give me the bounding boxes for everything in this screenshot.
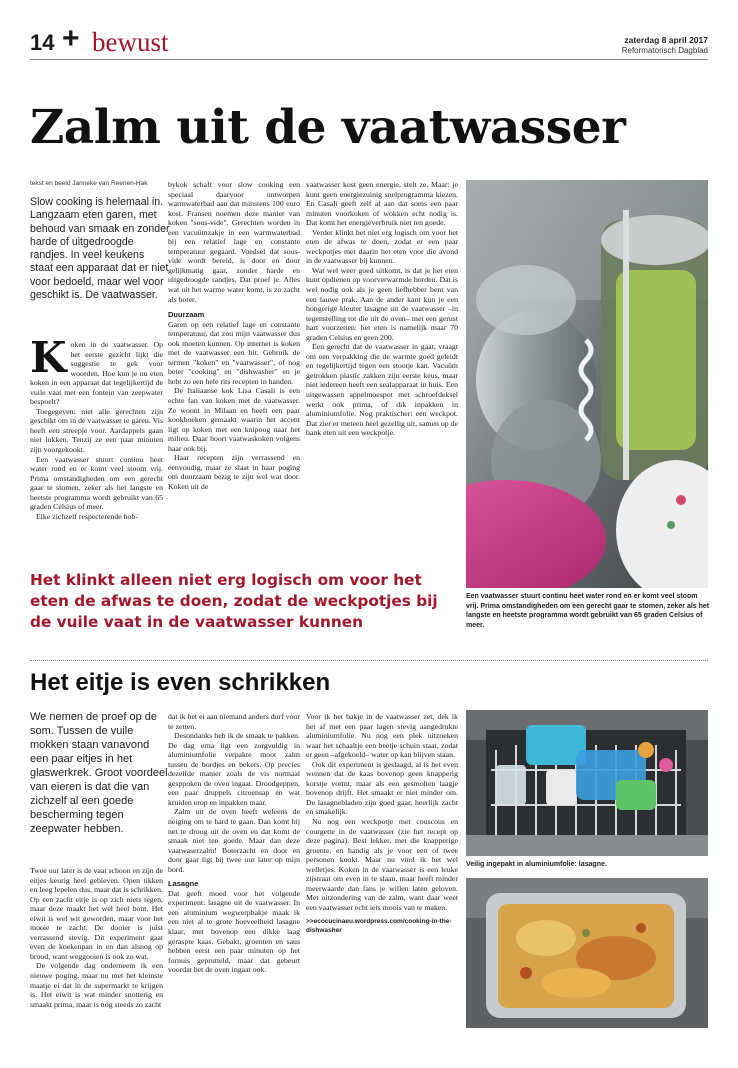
- photo-illustration: [466, 710, 708, 856]
- dishwasher-jars-photo: [466, 180, 708, 588]
- sidebar-intro: We nemen de proef op de som. Tussen de vuile mokken staan vanavond een paar eitjes in het glaswerkrek. Groot voordeel van eieren is dat die van zichzelf al een goede bescherming tegen zeepwater hebben.: [30, 711, 168, 835]
- paragraph: Toegegeven: niet alle gerechten zijn geschikt om in de vaatwasser te garen. Vis heeft een streepje voor. Aardappels gaan niet lukken. Tenzij ze een paar minuten zijn voorgekookt.: [30, 406, 163, 455]
- section-title: bewust: [92, 27, 169, 57]
- paragraph: Een vaatwasser stuurt continu heet water rond en er komt veel stoom vrij. Prima omstandigheden om een gerecht gaar te stomen, zeker als het langste en heetste programma wordt gebruikt van 65 graden Celsius of meer.: [30, 454, 163, 512]
- section-divider: [30, 660, 708, 661]
- article-column-3: [306, 180, 458, 438]
- paragraph: Ook dit experiment is geslaagd, al is het even wennen dat de kaas bovenop geen knapperig korstje vormt, maar als een gesmolten laagje bovenop drijft. Het smaakt er niet minder om. De lasagnebladen zijn goed gaar, heerlijk zacht en smakelijk.: [306, 759, 458, 817]
- subheading: Lasagne: [168, 879, 199, 889]
- paragraph: oken in de vaatwasser. Op het eerste gezicht lijkt die suggestie te gek voor woorden. Hoe kun je nu eten koken in een apparaat dat tegelijkertijd de vuile vaat met een fontein van zeepwater bespoelt?: [30, 340, 163, 407]
- paragraph: Elke zichzelf respecterende hob-: [36, 511, 138, 521]
- newspaper-name: Reformatorisch Dagblad: [621, 46, 708, 55]
- paragraph: De volgende dag onderneem ik een nieuwe poging, maar nu met het kleinste maatje ei dat in de supermarkt te krijgen is. Het eiwit is wat minder snotterig en smaakt prima, maar is nog steeds zo zacht: [30, 961, 163, 1009]
- lasagne-photo: [466, 878, 708, 1028]
- paragraph: Zalm uit de oven heeft weleens de neiging om te hard te gaan. Dan komt hij net te droog uit de oven en dat komt de smaak niet ten goede. Maar dan deze vaatwaserzalm! Boterzacht en door en door gaar ligt hij twee uur later op mijn bord.: [168, 807, 300, 874]
- photo-illustration: [466, 878, 708, 1028]
- headline: Zalm uit de vaatwasser: [30, 100, 626, 155]
- photo-caption: Een vaatwasser stuurt continu heet water rond en er komt veel stoom vrij. Prima omstandigheden om een gerecht gaar te stomen, zeker als het langste en heetste programma wordt gebruikt van 65 graden Celsius of meer.: [466, 593, 710, 629]
- header-rule: [30, 59, 708, 60]
- paragraph: Een gerecht dat de vaatwasser in gaat, vraagt om een verpakking die de warmte goed geleidt en tegelijkertijd tegen een stootje kan. Vacuüm getrokken plastic zakken zijn eerste keus, maar niet iedereen heeft een sealapparaat in huis. Een uitgewassen appelmoespot met schroefdeksel werkt ook prima, of dik inpakken in aluminiumfolie. Nog praktischer: een weckpot. Dat zier er meteen heel gezellig uit, samen op de bank eten uit een weckpotje.: [306, 342, 458, 438]
- paragraph: vaatwasser kost geen energie, stelt ze. Maar: je kunt geen energiezuinig snelprogramma kiezen. En Casali geeft zelf al aan dat soms een paar minuten voorkoken of wokken echt nodig is. Dat komt het energieverbruik niet ten goede.: [306, 180, 458, 228]
- paragraph: Garen op een relatief lage en constante temperatuur, dat zou mijn vaatwasser dus ook moeten kunnen. Op internet is koken met de vaatwasser een hit. Gebruik de termen "koken" en "vaatwasser", of nog beter "cooking" en "dishwasher" en je hebt zo een hele rits recepten in handen.: [168, 319, 300, 386]
- article-column-2: [168, 180, 300, 492]
- photo-illustration: [466, 180, 708, 588]
- pull-quote: Het klinkt alleen niet erg logisch om voor het eten de afwas te doen, zodat de weckpotjes bij de vuile vaat in de vaatwasser kunnen: [30, 571, 438, 631]
- paragraph: Verder klinkt het niet erg logisch om voor het eten de afwas te doen, zodat er een paar weckpotjes met daarin het eten voor die avond in de vaatwasser bij kunnen.: [306, 227, 458, 266]
- paragraph: Twee uur later is de vaat schoon en zijn de eitjes keurig heel gebleven. Open tikken en leeg lepelen dus, maar dat is schrikken. Op een zacht eitje is op zich niets tegen, maar deze maakt het wel heel bont. Het eiwit is wel wit geworden, maar voor het mooie te zacht. De dooier is juist verrassend stevig. Dit experiment gaat even de koekenpan in en dan alsnog op brood, want weggooien is ook zo wat.: [30, 866, 163, 961]
- article-intro: Slow cooking is helemaal in. Langzaam eten garen, met behoud van smaak en zonder harde of uitgedroogde randjes. In veel keukens staat een apparaat dat er niet voor bedoeld, maar wel voor geschikt is. De vaatwasser.: [30, 196, 170, 302]
- source-link[interactable]: >>ecocucinaeu.wordpress.com/cooking-in-the-dishwasher: [306, 918, 452, 934]
- paragraph: Nu nog een weckpotje met couscous en courgette in de vaatwasser (zie het recept op deze pagina). Best lekker, met die knapperige groente, en handig als je voor een of twee personen kookt. Maar nu vind ik het wel welletjes. Koken in de vaatwasser is een leuke zijstraat om even in te slaan, maar heeft minder meerwaarde dan fans je willen laten geloven. Met uitzondering van de zalm, want daar weet een vaatwasser echt iets moois van te maken.: [306, 817, 458, 912]
- paragraph: dat ik het ei aan niemand anders durf voor te zetten.: [168, 712, 300, 731]
- paragraph: Dat geeft moed voor het volgende experiment: lasagne uit de vaatwasser. In een aluminium wegwerpbakje maak ik een niet al te grote hoeveelheid lasagne klaar, met bovenop een dikke laag geraspte kaas. Gebakt, groenten en saus hebben eerst een paar minuten op het fornuis geprutteld, maar dat gebeurt voordat het de oven ingaat ook.: [168, 888, 300, 975]
- paragraph: Desondanks heb ik de smaak te pakken. De dag erna ligt een zorgvuldig in aluminiumfolie verpakte moot zalm tussen de bordjes en bekers. Op precies dezelfde manier zoals de vis normaal gesppoken de oven ingaat. Droodgeppen, een paar druppels citroensap en wat kruiden erop en inpakken maar.: [168, 731, 300, 807]
- article-column-1: [30, 333, 163, 521]
- paragraph: Haar recepten zijn verrassend en eenvoudig, maar ze slaat in haar poging om duurzaam bezig te zijn wel wat door. Koken uit de: [168, 453, 300, 491]
- sidebar-title: Het eitje is even schrikken: [30, 669, 331, 696]
- page-number: 14: [30, 30, 55, 55]
- paragraph: Voor ik het bakje in de vaatwasser zet, dek ik het af met een paar lagen stevig aangedrukte aluminiumfolie. Nu nog een plek uitzoeken waar het schaaltje een beetje schuin staat, zodat er geen –afgekoeld– water op kan blijven staan.: [306, 712, 458, 760]
- issue-date: zaterdag 8 april 2017: [624, 35, 708, 45]
- sidebar-column-3: [306, 712, 458, 935]
- drop-cap: K: [30, 333, 67, 382]
- paragraph: bykok schaft voor slow cooking een speciaal daarvoor ontworpen warmwaterbad aan dat minstens 100 euro kost. Fransen noemen deze manier van koken "sous-vide". Gerechten worden in een vacuümzakje in een warmwaterbad bij een relatief lage en constante temperatuur gegaard. Voedsel dat sous-vide wordt bereid, is door en door gelijkmatig gaar, zonder harde en uitgedroogde randjes. Dat proef je. Alles wat uit het warme water komt, is zo zacht als boter.: [168, 180, 300, 304]
- sidebar-column-1: [30, 866, 163, 1009]
- plus-logo: +: [62, 22, 80, 55]
- byline: tekst en beeld Janneke van Reenen-Hak: [30, 180, 148, 187]
- dishwasher-rack-photo: [466, 710, 708, 856]
- photo-caption: Veilig ingepakt in aluminiumfolie: lasagne.: [466, 861, 607, 868]
- sidebar-column-2: [168, 712, 300, 975]
- subheading: Duurzaam: [168, 310, 205, 320]
- paragraph: De Italiaanse kok Lisa Casali is een echte fan van koken met de vaatwasser. Ze woont in Milaan en heeft een paar kookboeken gemaakt waarin het accent ligt op koken met een knipoog naar het milieu. Daar hoort vaatwaskoken volgens haar ook bij.: [168, 386, 300, 453]
- paragraph: Wat wel weer goed uitkomt, is dat je het eten kunt opdienen op voorverwarmde borden. Dat is wel nodig ook als je geen liefhebber bent van een lauwe prak. Aan de ander kant kun je een hongerige kleuter lasagne uit de vaatwasser –in tegenstelling tot die uit de oven– met een gerust hart voorzetten: het eten is namelijk maar 70 graden Celsius en geen 200.: [306, 265, 458, 342]
